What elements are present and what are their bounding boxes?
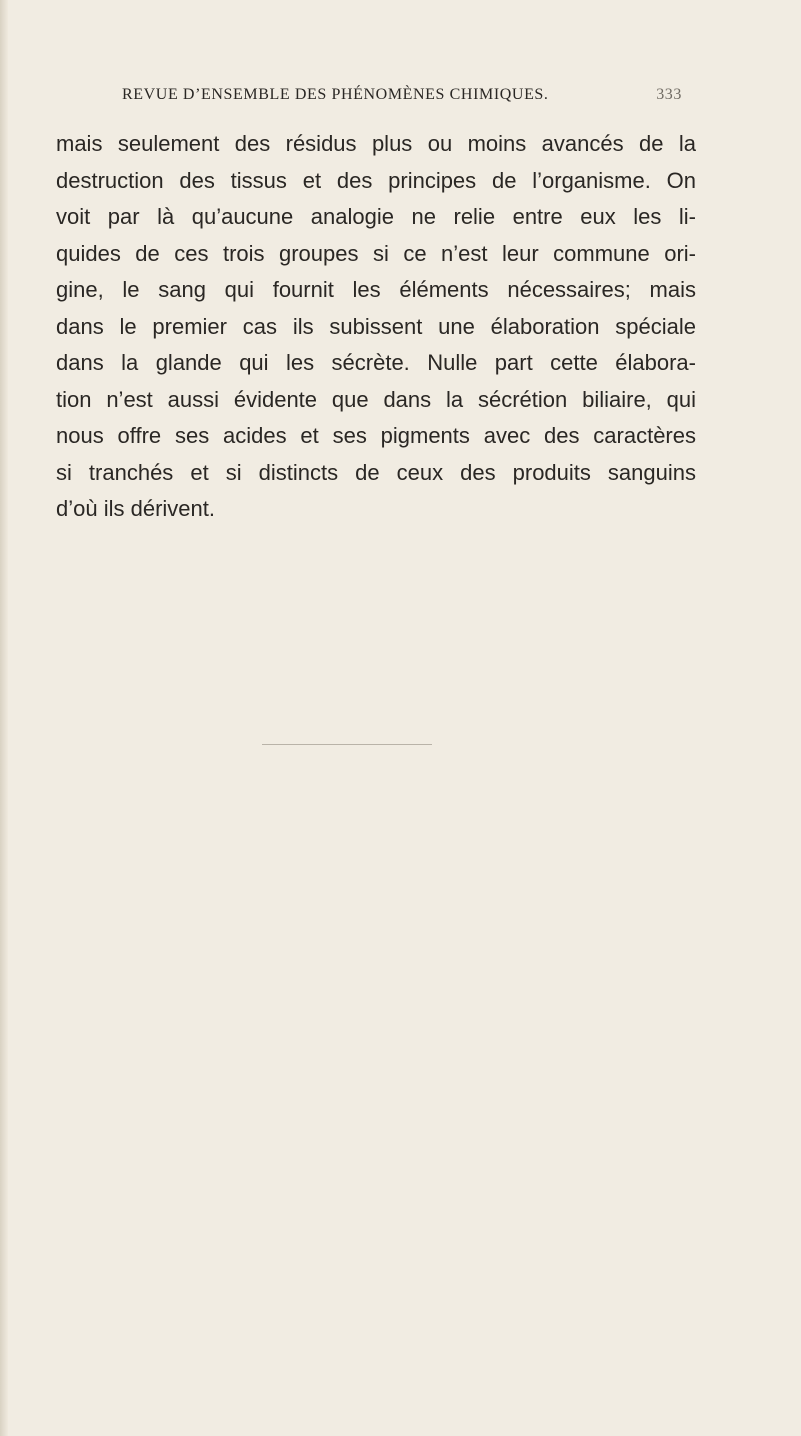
text-line: voit par là qu’aucune analogie ne relie entre eux les li- [56, 204, 696, 229]
running-head-title: REVUE D’ENSEMBLE DES PHÉNOMÈNES CHIMIQUES. [122, 86, 549, 103]
text-line: si tranchés et si distincts de ceux des produits sanguins [56, 459, 696, 485]
page-binding-edge [0, 0, 8, 1436]
text-line: nous offre ses acides et ses pigments avec des caractères [56, 423, 696, 448]
text-line: quides de ces trois groupes si ce n’est leur commune ori- [56, 240, 696, 266]
section-rule [262, 744, 432, 745]
text-line: dans le premier cas ils subissent une élaboration spéciale [56, 313, 696, 339]
text-line: dans la glande qui les sécrète. Nulle part cette élabora- [56, 350, 696, 375]
text-line: gine, le sang qui fournit les éléments nécessaires; mais [56, 277, 696, 302]
running-head [122, 86, 682, 110]
text-line: d’où ils dérivent. [56, 496, 215, 521]
text-line: destruction des tissus et des principes de l’organisme. On [56, 167, 696, 193]
page-number: 333 [656, 86, 682, 103]
text-line: tion n’est aussi évidente que dans la sécrétion biliaire, qui [56, 386, 696, 412]
body-paragraph [56, 126, 696, 528]
text-line: mais seulement des résidus plus ou moins avancés de la [56, 131, 696, 156]
